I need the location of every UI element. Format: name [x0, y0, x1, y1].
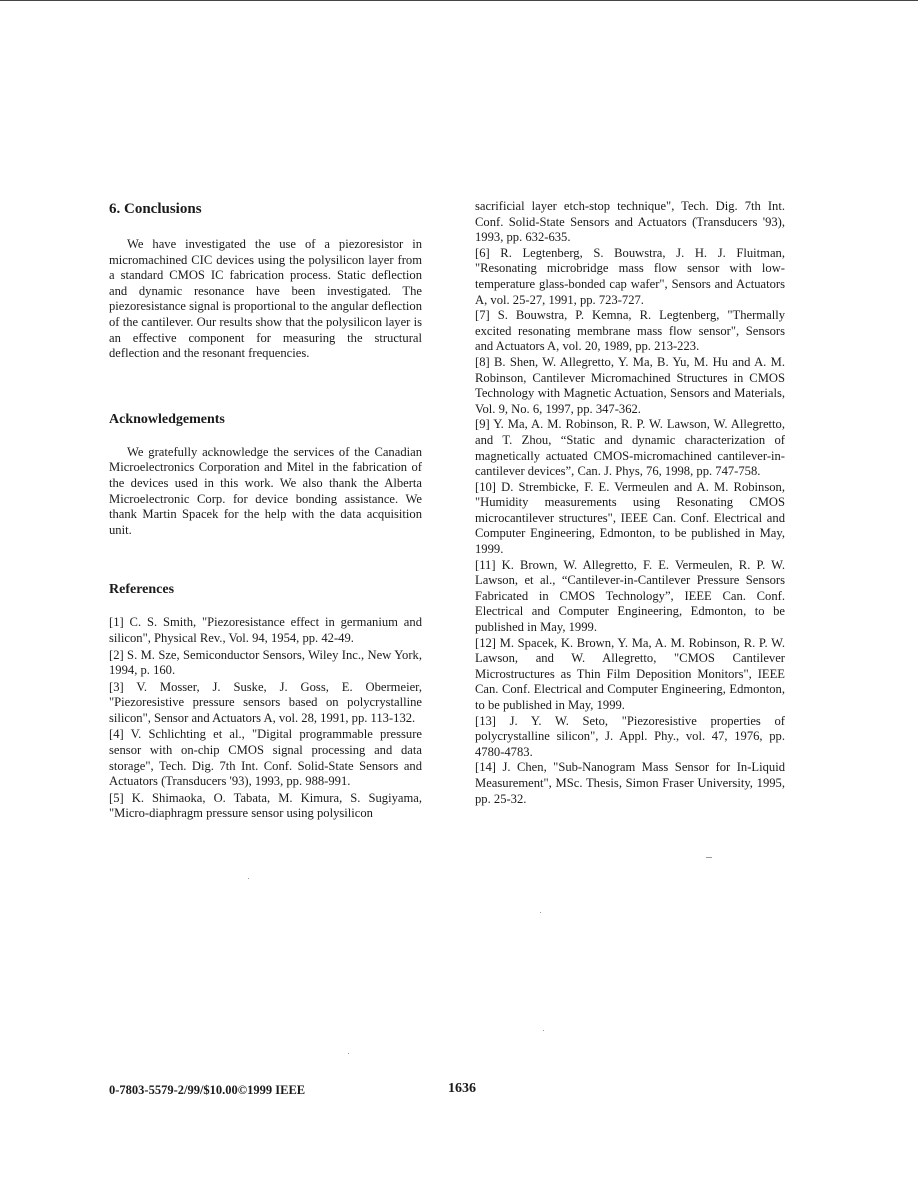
scan-speck: [543, 1030, 544, 1031]
reference-item: [12] M. Spacek, K. Brown, Y. Ma, A. M. Robinson, R. P. W. Lawson, and W. Allegretto, "CMOS Cantilever Microstructures as Thin Film Deposition Monitors", IEEE Can. Conf. Electrical and Computer Engineering, Edmonton, to be published in May, 1999.: [475, 635, 785, 712]
references-list-left: [109, 615, 422, 822]
copyright-notice: 0-7803-5579-2/99/$10.00©1999 IEEE: [109, 1083, 306, 1097]
reference-item: [6] R. Legtenberg, S. Bouwstra, J. H. J. Fluitman, "Resonating microbridge mass flow sensor with low-temperature glass-bonded cap wafer", Sensors and Actuators A, vol. 25-27, 1991, pp. 723-727.: [475, 245, 785, 307]
reference-item: sacrificial layer etch-stop technique", Tech. Dig. 7th Int. Conf. Solid-State Sensors and Actuators (Transducers '93), 1993, pp. 632-635.: [475, 199, 785, 245]
reference-item: [3] V. Mosser, J. Suske, J. Goss, E. Obermeier, "Piezoresistive pressure sensors based on polycrystalline silicon", Sensor and Actuators A, vol. 28, 1991, pp. 113-132.: [109, 679, 422, 725]
reference-item: [11] K. Brown, W. Allegretto, F. E. Vermeulen, R. P. W. Lawson, et al., “Cantilever-in-Cantilever Pressure Sensors Fabricated in CMOS Technology”, IEEE Can. Conf. Electrical and Computer Engineering, Edmonton, to be published in May, 1999.: [475, 557, 785, 635]
references-heading: References: [109, 582, 175, 598]
conclusions-heading: 6. Conclusions: [109, 201, 202, 217]
reference-item: [13] J. Y. W. Seto, "Piezoresistive properties of polycrystalline silicon", J. Appl. Phy., vol. 47, 1976, pp. 4780-4783.: [475, 713, 785, 759]
page-number: 1636: [448, 1081, 476, 1096]
references-list-right: [475, 199, 785, 807]
reference-item: [10] D. Strembicke, F. E. Vermeulen and A. M. Robinson, "Humidity measurements using Resonating CMOS microcantilever structures", IEEE Can. Conf. Electrical and Computer Engineering, Edmonton, to be published in May, 1999.: [475, 479, 785, 557]
right-column: [475, 199, 785, 807]
scan-speck: [706, 857, 712, 858]
acknowledgements-paragraph: We gratefully acknowledge the services of the Canadian Microelectronics Corporation and Mitel in the fabrication of the devices used in this work. We also thank the Alberta Microelectronic Corp. for device bonding assistance. We thank Martin Spacek for the help with the data acquisition unit.: [109, 444, 422, 537]
reference-item: [5] K. Shimaoka, O. Tabata, M. Kimura, S. Sugiyama, "Micro-diaphragm pressure sensor using polysilicon: [109, 790, 422, 821]
reference-item: [8] B. Shen, W. Allegretto, Y. Ma, B. Yu, M. Hu and A. M. Robinson, Cantilever Micromachined Structures in CMOS Technology with Magnetic Actuation, Sensors and Materials, Vol. 9, No. 6, 1997, pp. 347-362.: [475, 354, 785, 416]
reference-item: [9] Y. Ma, A. M. Robinson, R. P. W. Lawson, W. Allegretto, and T. Zhou, “Static and dynamic characterization of magnetically actuated CMOS-micromachined cantilever-in-cantilever devices”, Can. J. Phys, 76, 1998, pp. 747-758.: [475, 417, 785, 479]
scan-speck: [348, 1053, 349, 1054]
reference-item: [2] S. M. Sze, Semiconductor Sensors, Wiley Inc., New York, 1994, p. 160.: [109, 647, 422, 678]
reference-item: [4] V. Schlichting et al., "Digital programmable pressure sensor with on-chip CMOS signal processing and data storage", Tech. Dig. 7th Int. Conf. Solid-State Sensors and Actuators (Transducers '93), 1993, pp. 988-991.: [109, 727, 422, 789]
left-column: [109, 199, 422, 823]
reference-item: [14] J. Chen, "Sub-Nanogram Mass Sensor for In-Liquid Measurement", MSc. Thesis, Simon Fraser University, 1995, pp. 25-32.: [475, 760, 785, 806]
scan-speck: [540, 912, 541, 913]
conclusions-paragraph: We have investigated the use of a piezoresistor in micromachined CIC devices using the polysilicon layer from a standard CMOS IC fabrication process. Static deflection and dynamic resonance have been investigated. The piezoresistance signal is proportional to the angular deflection of the cantilever. Our results show that the polysilicon layer is an effective component for measuring the structural deflection and the resonant frequencies.: [109, 237, 422, 361]
reference-item: [1] C. S. Smith, "Piezoresistance effect in germanium and silicon", Physical Rev., Vol. 94, 1954, pp. 42-49.: [109, 615, 422, 645]
reference-item: [7] S. Bouwstra, P. Kemna, R. Legtenberg, "Thermally excited resonating membrane mass flow sensor", Sensors and Actuators A, vol. 20, 1989, pp. 213-223.: [475, 308, 785, 354]
acknowledgements-heading: Acknowledgements: [109, 411, 225, 427]
page-top-border: [0, 0, 918, 1]
scan-speck: [248, 878, 249, 879]
